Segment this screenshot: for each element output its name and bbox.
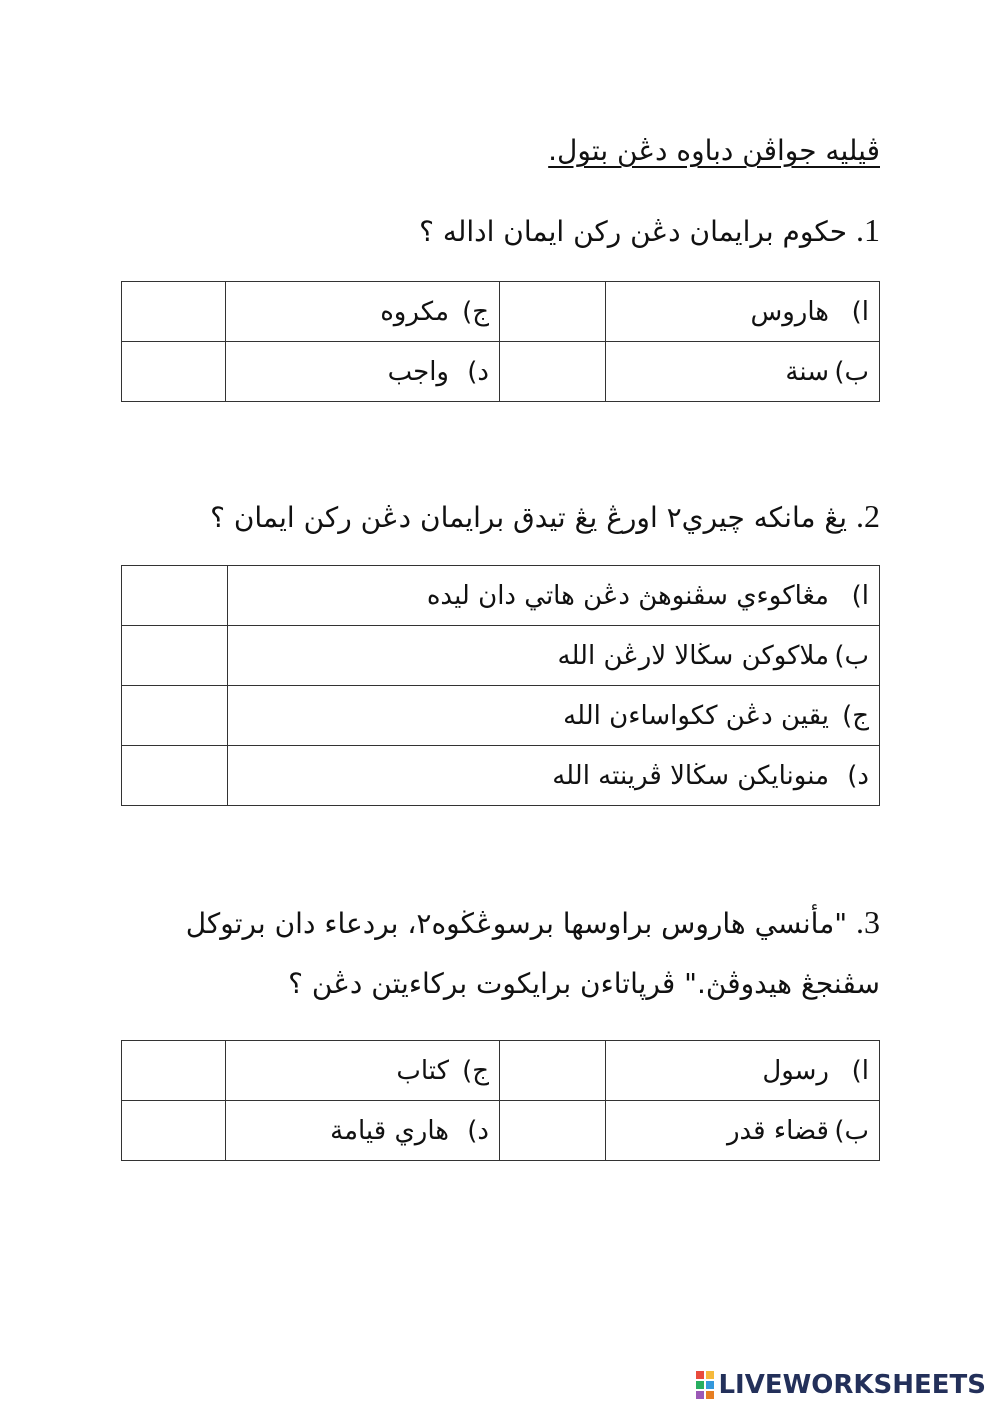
option-a: ا)رسول	[606, 1041, 880, 1101]
answer-box-a[interactable]	[122, 566, 228, 626]
answer-box-c[interactable]	[122, 686, 228, 746]
option-d: د)واجب	[226, 342, 500, 402]
option-c: ج)مكروه	[226, 282, 500, 342]
question-number: 2.	[856, 498, 880, 534]
option-b: ب)سنة	[606, 342, 880, 402]
question-line-1	[186, 904, 880, 941]
question-text: حكوم برايمان دڠن ركن ايمان اداله ؟	[419, 215, 848, 248]
question-2	[210, 498, 880, 535]
logo-icon	[696, 1371, 714, 1399]
question-3	[186, 904, 880, 1000]
options-table-2	[121, 565, 880, 806]
answer-box-d[interactable]	[122, 1101, 226, 1161]
option-b: ب)ملاكوكن سڬالا لارڠن الله	[228, 626, 880, 686]
liveworksheets-logo	[696, 1370, 986, 1400]
answer-box-b[interactable]	[500, 342, 606, 402]
option-a: ا)هاروس	[606, 282, 880, 342]
answer-box-a[interactable]	[500, 1041, 606, 1101]
answer-box-c[interactable]	[122, 1041, 226, 1101]
option-d: د)منونايكن سڬالا ڤرينته الله	[228, 746, 880, 806]
option-c: ج)يقين دڠن ككواساءن الله	[228, 686, 880, 746]
question-1	[419, 212, 880, 249]
answer-box-a[interactable]	[500, 282, 606, 342]
options-table-3	[121, 1040, 880, 1161]
question-text: يڠ مانكه چيري٢ اورڠ يڠ تيدق برايمان دڠن ركن ايمان ؟	[210, 501, 848, 534]
answer-box-b[interactable]	[122, 626, 228, 686]
question-text: "مأنسي هاروس براوسها برسوڠڬوه٢، بردعاء دان برتوكل	[185, 907, 848, 940]
option-d: د)هاري قيامة	[226, 1101, 500, 1161]
option-b: ب)قضاء قدر	[606, 1101, 880, 1161]
question-line-2: سڤنجڠ هيدوڤڽ." ڤرڽاتاءن برايكوت بركاءيتن دڠن ؟	[288, 967, 880, 1000]
option-a: ا)مڠاكوءي سڤنوهڽ دڠن هاتي دان ليده	[228, 566, 880, 626]
instruction-title: ڤيليه جواڤن دباوه دڠن بتول.	[548, 134, 880, 167]
answer-box-d[interactable]	[122, 746, 228, 806]
answer-box-d[interactable]	[122, 342, 226, 402]
question-number: 3.	[856, 904, 880, 940]
option-c: ج)كتاب	[226, 1041, 500, 1101]
question-number: 1.	[856, 212, 880, 248]
logo-text: LIVEWORKSHEETS	[718, 1370, 986, 1400]
answer-box-c[interactable]	[122, 282, 226, 342]
options-table-1	[121, 281, 880, 402]
answer-box-b[interactable]	[500, 1101, 606, 1161]
